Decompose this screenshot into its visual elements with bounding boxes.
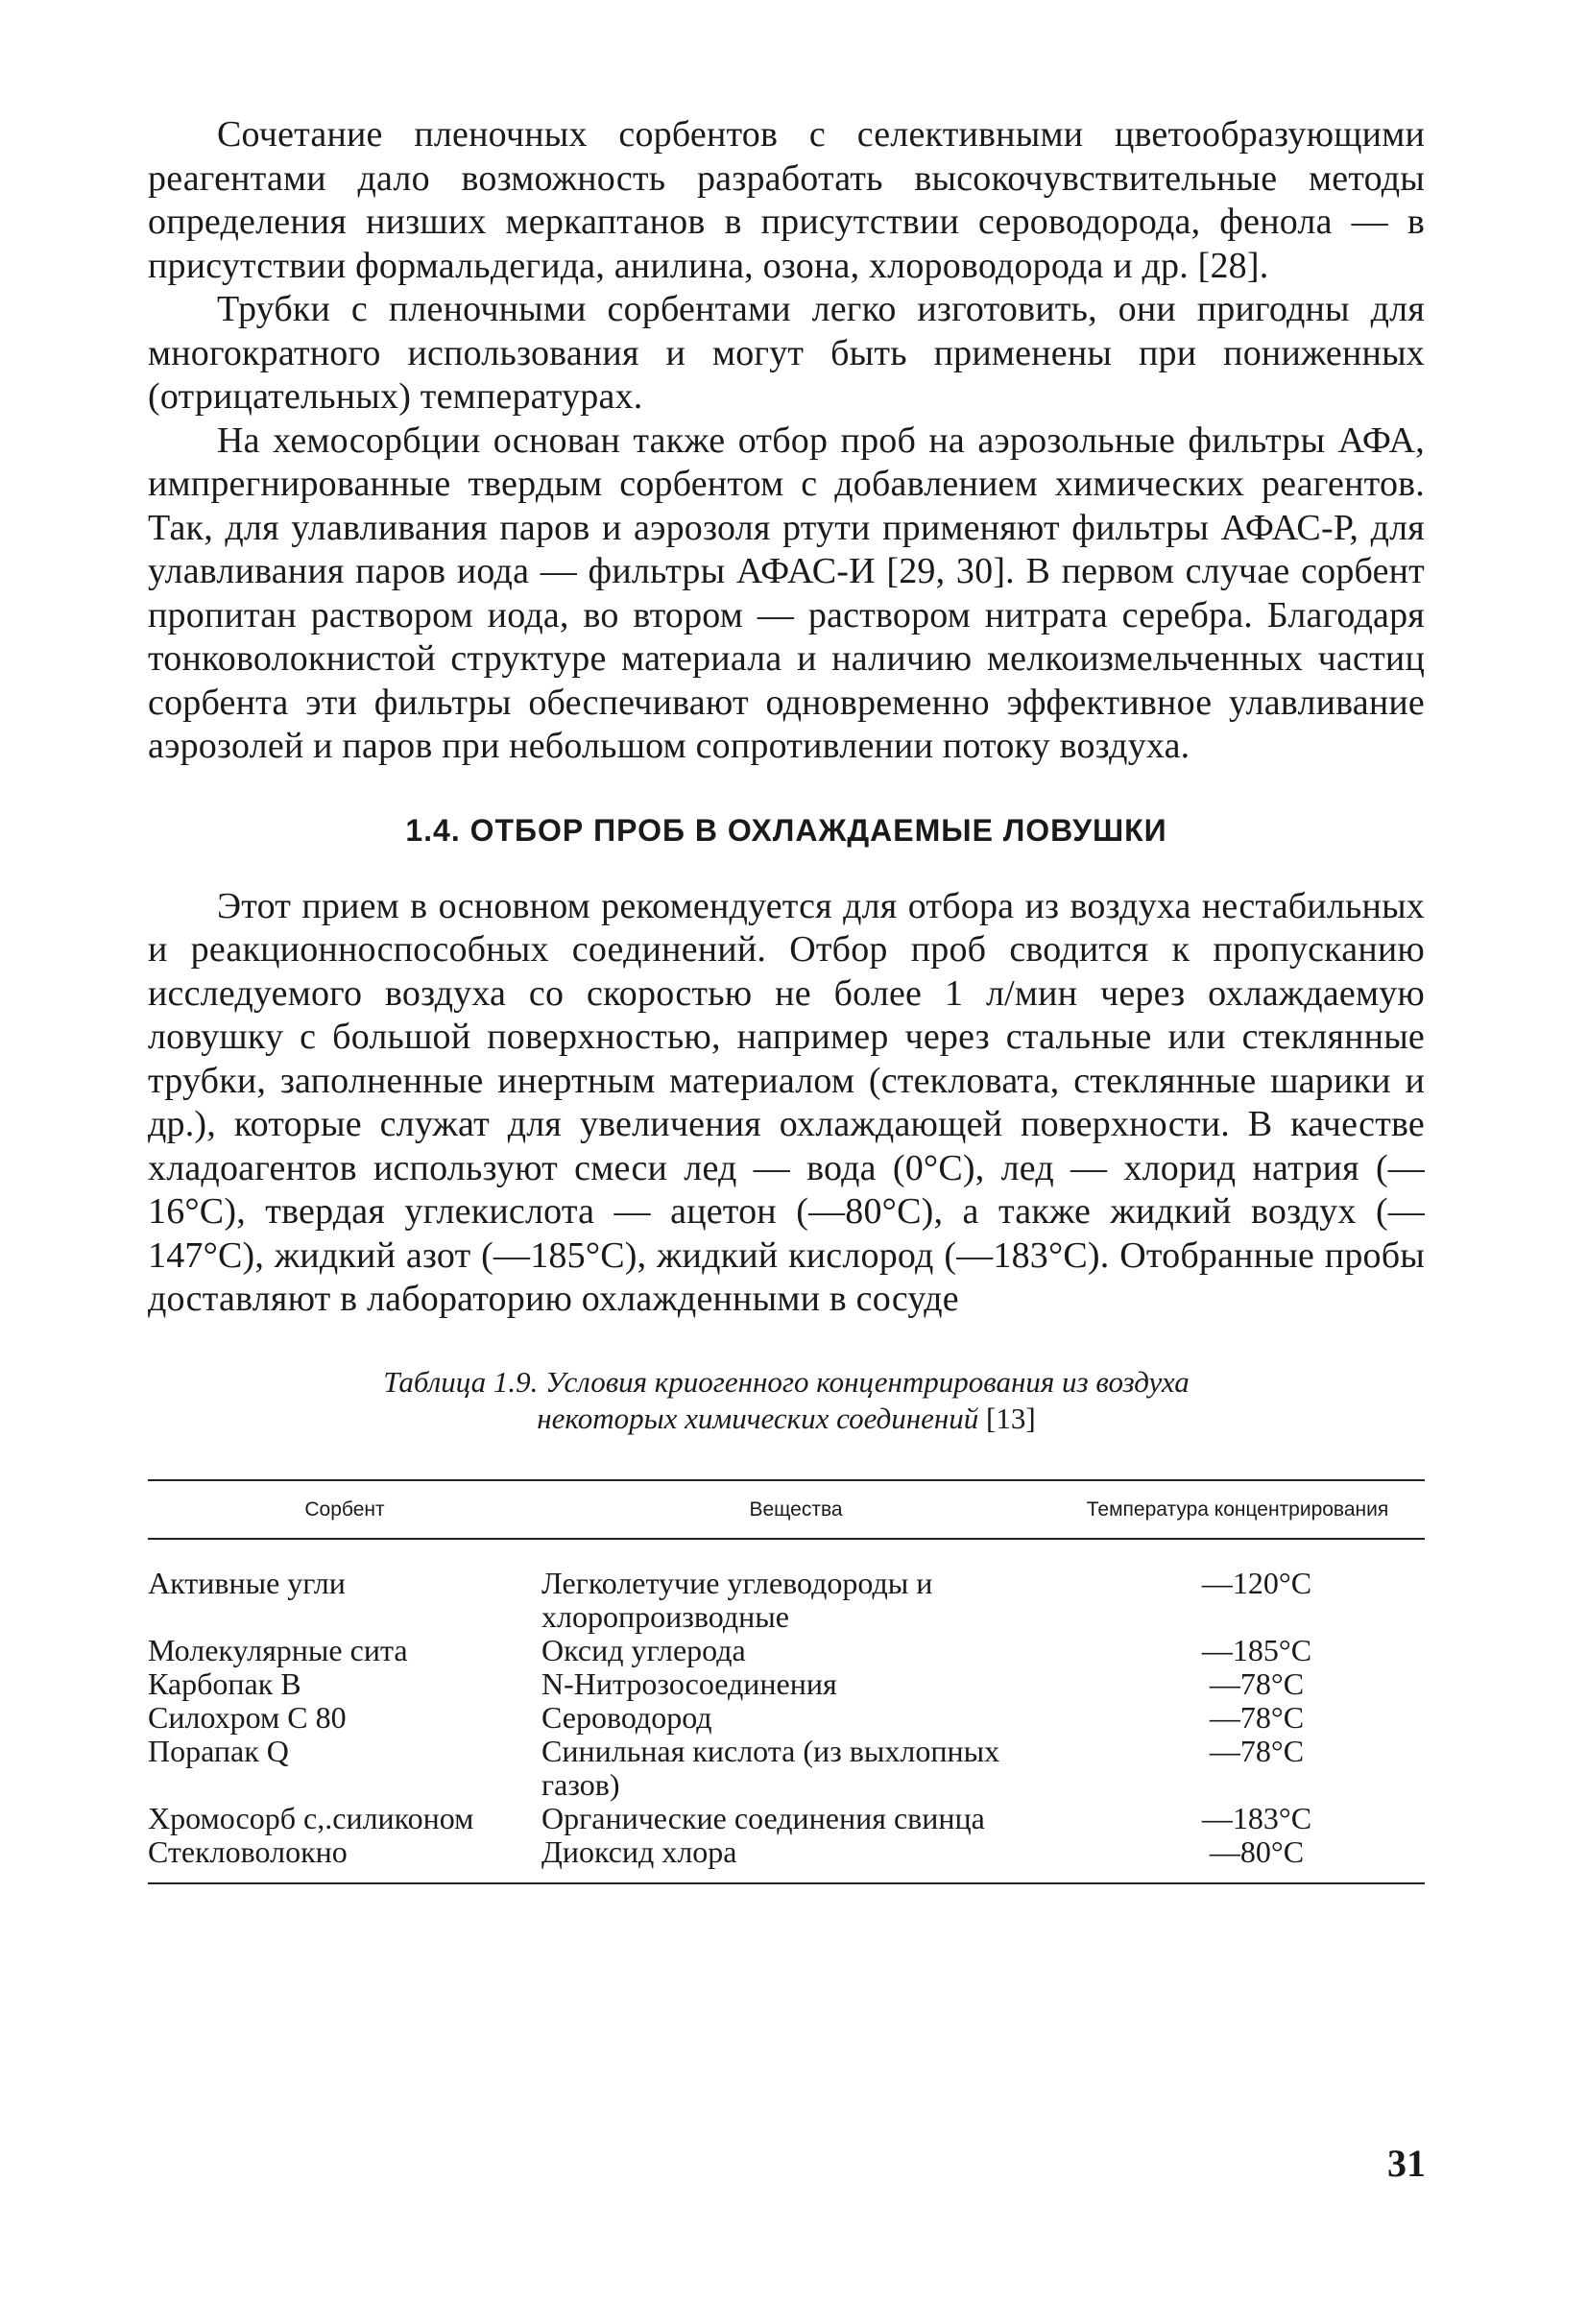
cell-substance: Диоксид хлора [541, 1835, 1050, 1883]
cell-temperature: —78°С [1209, 1699, 1305, 1735]
cell-substance: Синильная кислота (из выхлопных газов) [541, 1733, 1000, 1802]
cell-temperature: —185°С [1201, 1632, 1312, 1667]
table-caption-line1: Таблица 1.9. Условия криогенного концентрирования из воздуха [383, 1364, 1190, 1399]
cell-substance: Сероводород [541, 1699, 712, 1735]
cell-sorbent: Хромосорб с,.силиконом [148, 1800, 474, 1835]
table-row [148, 1634, 1425, 1667]
table-row [148, 1667, 1425, 1701]
cell-temperature: —80°С [1050, 1835, 1425, 1883]
cryogenic-conditions-table [148, 1479, 1425, 1884]
table-row [148, 1835, 1425, 1883]
paragraph-cooled-traps: Этот прием в основном рекомендуется для отбора из воздуха нестабильных и реакционноспособных соединений. Отбор проб сводится к пропусканию исследуемого воздуха со скоростью не более 1 л/мин через охлаждаемую ловушку с большой поверхностью, например через стальные или стеклянные трубки, заполненные инертным материалом (стекловата, стеклянные шарики и др.), которые служат для увеличения охлаждающей поверхности. В качестве хладоагентов используют смеси лед — вода (0°С), лед — хлорид натрия (—16°С), твердая углекислота — ацетон (—80°С), а также жидкий воздух (—147°С), жидкий азот (—185°С), жидкий кислород (—183°С). Отобранные пробы доставляют в лабораторию охлажденными в сосуде [148, 885, 1425, 1319]
cell-substance: Оксид углерода [541, 1632, 746, 1667]
table-caption [148, 1364, 1425, 1437]
cell-temperature: —183°С [1201, 1800, 1312, 1835]
cell-sorbent: Порапак Q [148, 1733, 289, 1768]
section-heading: 1.4. ОТБОР ПРОБ В ОХЛАЖДАЕМЫЕ ЛОВУШКИ [405, 812, 1167, 848]
cell-temperature: —78°С [1209, 1733, 1305, 1768]
table-header-row [148, 1480, 1425, 1539]
header-sorbent: Сорбент [148, 1480, 541, 1539]
cell-sorbent: Карбопак В [148, 1665, 301, 1701]
cell-substance: N-Нитрозосоединения [541, 1665, 837, 1701]
page-number: 31 [1387, 2142, 1426, 2185]
table-caption-line2: некоторых химических соединений [537, 1401, 979, 1435]
paragraph-film-sorbents: Сочетание пленочных сорбентов с селективными цветообразующими реагентами дало возможность разработать высокочувствительные методы определения низших меркаптанов в присутствии сероводорода, фенола — в присутствии формальдегида, анилина, озона, хлороводорода и др. [28]. [148, 114, 1425, 286]
cell-sorbent: Силохром С 80 [148, 1699, 347, 1735]
header-substances: Вещества [541, 1480, 1050, 1539]
cell-sorbent: Активные угли [148, 1565, 346, 1600]
table-row [148, 1735, 1425, 1802]
table-row [148, 1701, 1425, 1735]
cell-substance: Органические соединения свинца [541, 1800, 985, 1835]
table-caption-line2-wrap [148, 1401, 1425, 1437]
table-row [148, 1802, 1425, 1835]
table-caption-ref: [13] [986, 1401, 1036, 1435]
cell-substance: Легколетучие углеводороды и хлоропроизводные [541, 1565, 933, 1634]
header-temperature: Температура концентрирования [1050, 1480, 1425, 1539]
cell-temperature: —78°С [1209, 1665, 1305, 1701]
paragraph-tubes: Трубки с пленочными сорбентами легко изготовить, они пригодны для многократного использования и могут быть применены при пониженных (отрицательных) температурах. [148, 289, 1425, 417]
cell-sorbent: Стекловолокно [148, 1835, 541, 1883]
cell-temperature: —120°С [1201, 1565, 1312, 1600]
table-row [148, 1539, 1425, 1634]
cell-sorbent: Молекулярные сита [148, 1632, 408, 1667]
paragraph-chemisorption: На хемосорбции основан также отбор проб на аэрозольные фильтры АФА, импрегнированные твердым сорбентом с добавлением химических реагентов. Так, для улавливания паров и аэрозоля ртути применяют фильтры АФАС-Р, для улавливания паров иода — фильтры АФАС-И [29, 30]. В первом случае сорбент пропитан раствором иода, во втором — раствором нитрата серебра. Благодаря тонковолокнистой структуре материала и наличию мелкоизмельченных частиц сорбента эти фильтры обеспечивают одновременно эффективное улавливание аэрозолей и паров при небольшом сопротивлении потоку воздуха. [148, 419, 1425, 766]
page-body [148, 113, 1425, 1884]
